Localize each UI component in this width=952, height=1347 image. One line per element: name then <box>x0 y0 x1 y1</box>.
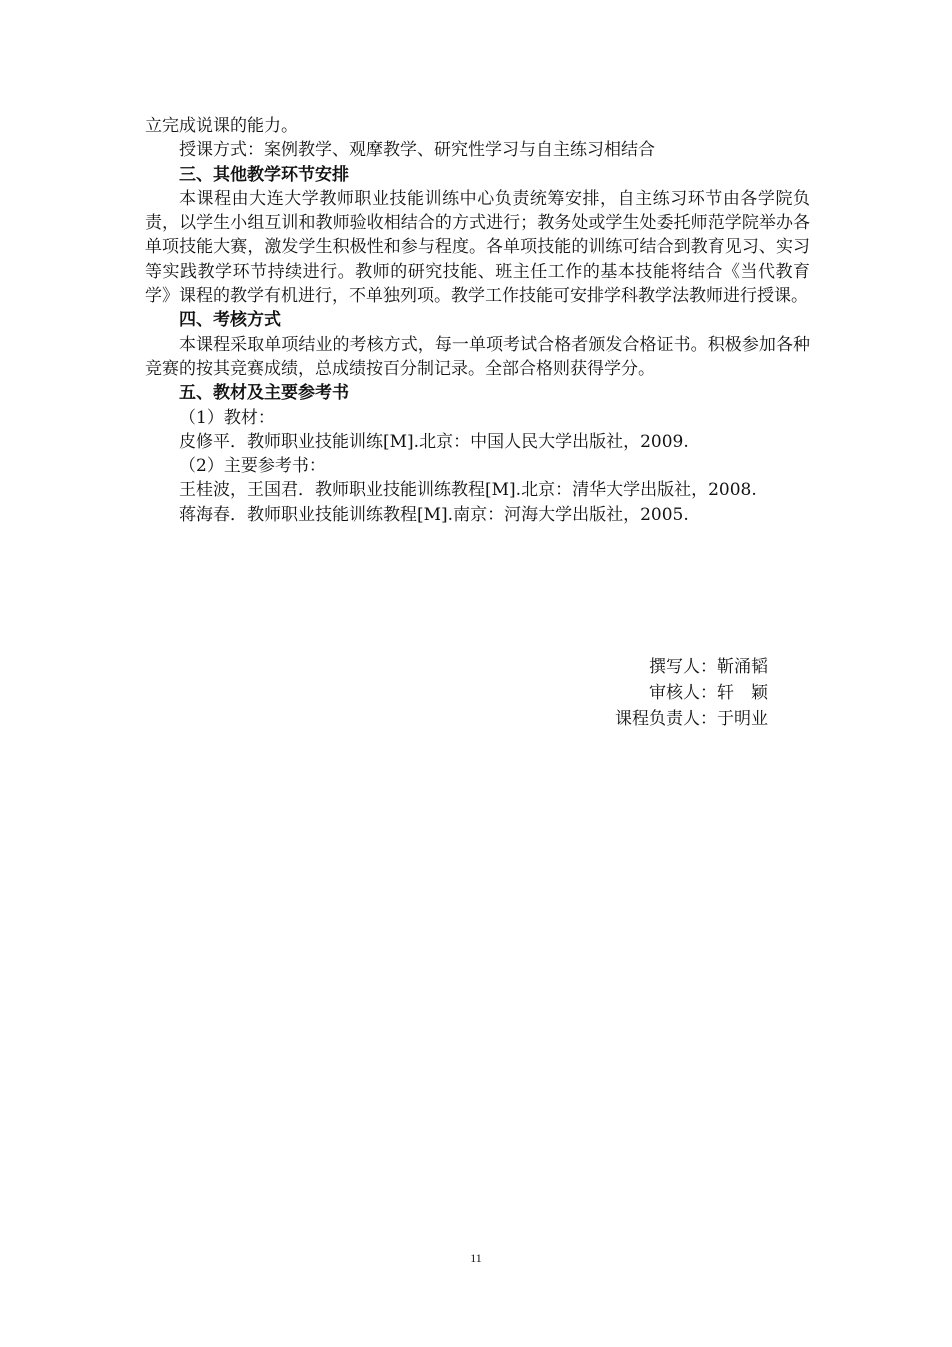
reviewer-signature: 审核人：轩 颖 <box>649 683 768 703</box>
course-lead-signature: 课程负责人：于明业 <box>615 709 768 729</box>
reference-entry: 蒋海春．教师职业技能训练教程[M].南京：河海大学出版社，2005. <box>179 504 689 525</box>
references-label: （2）主要参考书： <box>179 456 326 477</box>
paragraph-assessment: 本课程采取单项结业的考核方式，每一单项考试合格者颁发合格证书。积极参加各种竞赛的按其竞赛成绩，总成绩按百分制记录。全部合格则获得学分。 <box>145 334 810 379</box>
signature-block <box>615 654 768 732</box>
section-heading-other-teaching: 三、其他教学环节安排 <box>179 164 349 185</box>
textbook-entry: 皮修平．教师职业技能训练[M].北京：中国人民大学出版社，2009. <box>179 431 689 452</box>
page-number: 11 <box>470 1251 482 1265</box>
section-heading-assessment: 四、考核方式 <box>179 310 281 331</box>
section-heading-textbooks: 五、教材及主要参考书 <box>179 383 349 404</box>
textbook-label: （1）教材： <box>179 407 275 428</box>
author-signature: 撰写人：靳涌韬 <box>649 657 768 677</box>
paragraph-other-teaching: 本课程由大连大学教师职业技能训练中心负责统筹安排，自主练习环节由各学院负责，以学生小组互训和教师验收相结合的方式进行；教务处或学生处委托师范学院举办各单项技能大赛，激发学生积极性和参与程度。各单项技能的训练可结合到教育见习、实习等实践教学环节持续进行。教师的研究技能、班主任工作的基本技能将结合《当代教育学》课程的教学有机进行，不单独列项。教学工作技能可安排学科教学法教师进行授课。 <box>145 188 810 307</box>
document-body <box>145 114 810 527</box>
paragraph-continuation: 立完成说课的能力。 <box>145 116 298 136</box>
paragraph-teaching-method: 授课方式：案例教学、观摩教学、研究性学习与自主练习相结合 <box>179 140 655 161</box>
reference-entry: 王桂波，王国君．教师职业技能训练教程[M].北京：清华大学出版社，2008. <box>179 480 757 501</box>
